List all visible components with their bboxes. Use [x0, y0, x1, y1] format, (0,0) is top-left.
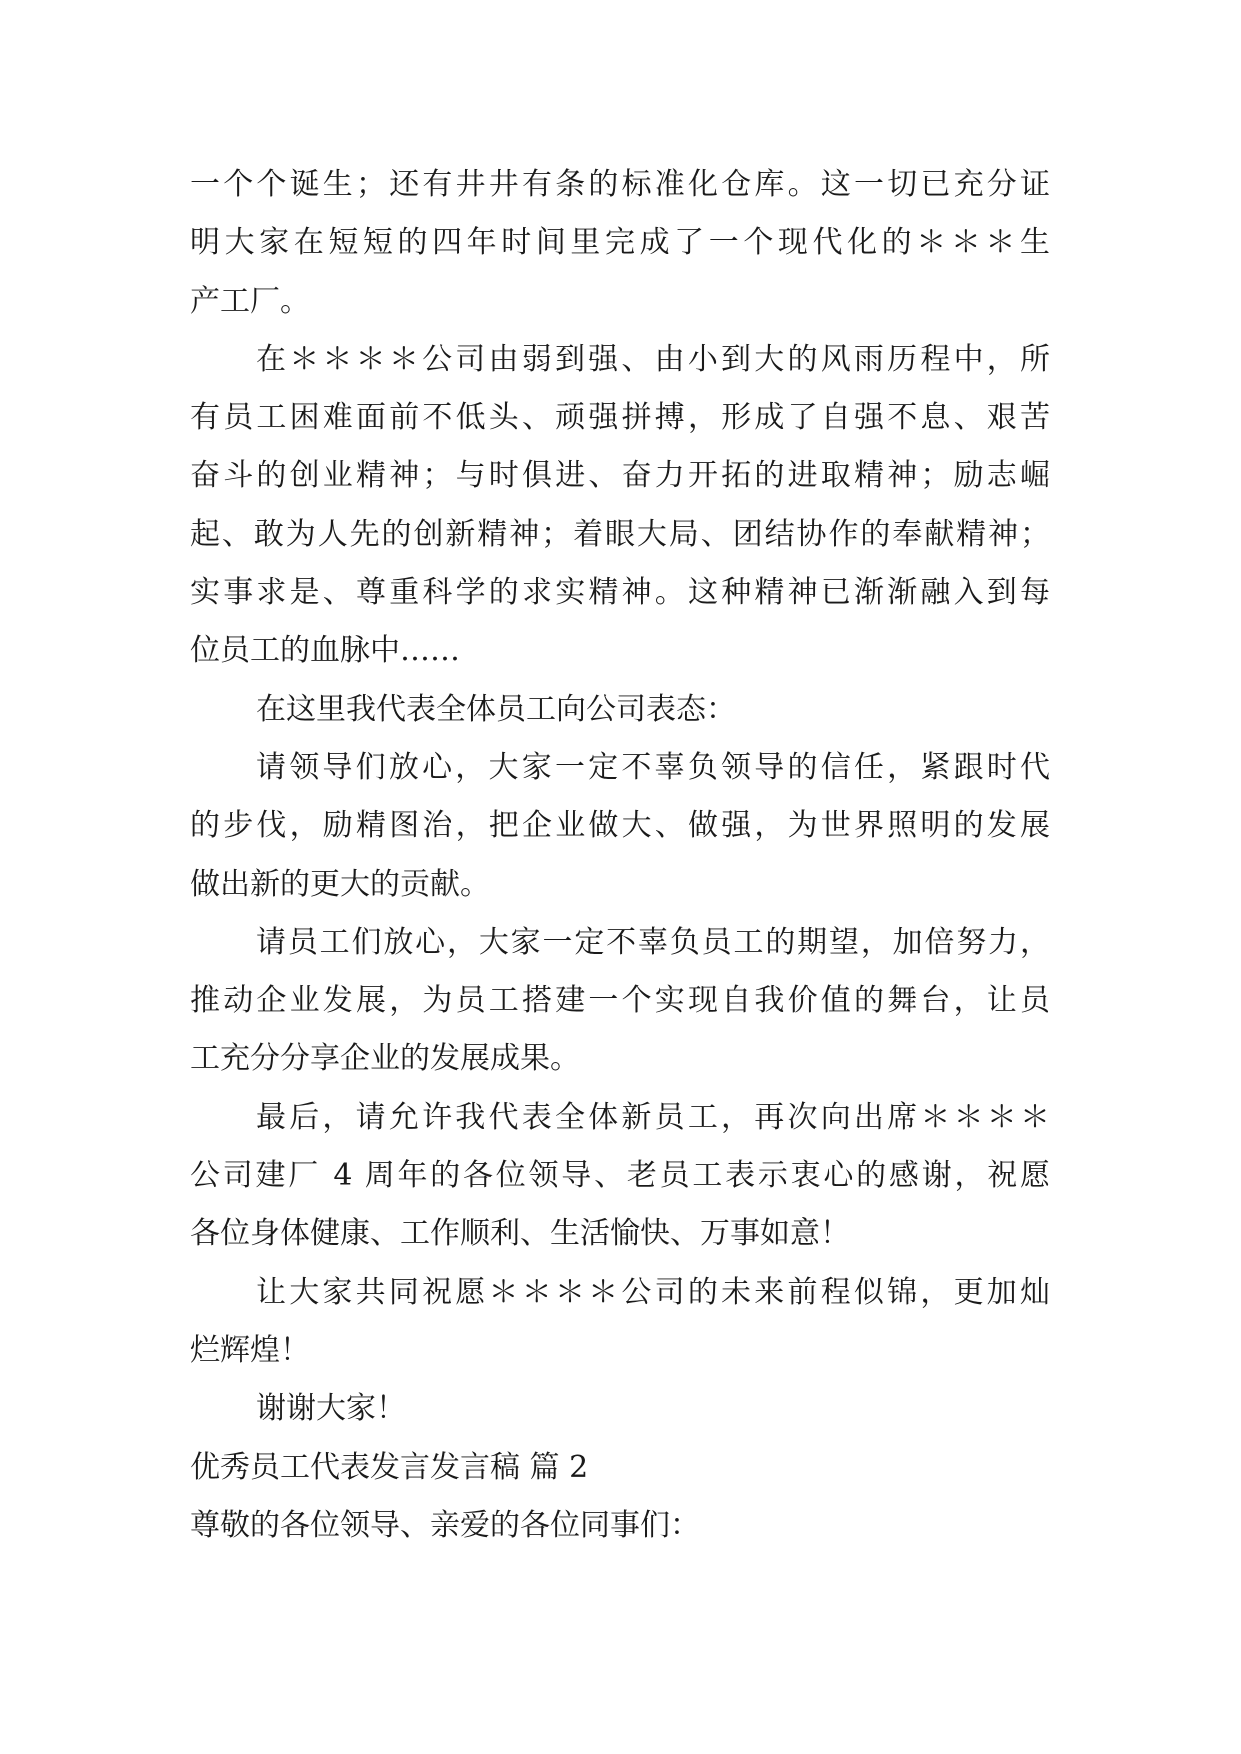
text-line: 奋斗的创业精神；与时俱进、奋力开拓的进取精神；励志崛: [190, 458, 1050, 494]
text-line: 产工厂。: [190, 283, 310, 319]
text-line: 有员工困难面前不低头、顽强拼搏，形成了自强不息、艰苦: [190, 400, 1050, 436]
text-line: 在＊＊＊＊公司由弱到强、由小到大的风雨历程中，所: [256, 341, 1050, 377]
salutation: 尊敬的各位领导、亲爱的各位同事们：: [190, 1507, 700, 1543]
text-line: 推动企业发展，为员工搭建一个实现自我价值的舞台，让员: [190, 983, 1050, 1019]
text-line: 各位身体健康、工作顺利、生活愉快、万事如意！: [190, 1216, 850, 1252]
section-heading: 优秀员工代表发言发言稿 篇 2: [190, 1449, 589, 1485]
text-line: 工充分分享企业的发展成果。: [190, 1041, 580, 1077]
text-line: 请员工们放心，大家一定不辜负员工的期望，加倍努力，: [256, 924, 1050, 960]
text-line: 谢谢大家！: [256, 1391, 406, 1427]
text-line: 实事求是、尊重科学的求实精神。这种精神已渐渐融入到每: [190, 575, 1050, 611]
text-line: 位员工的血脉中……: [190, 633, 460, 669]
text-line: 做出新的更大的贡献。: [190, 866, 490, 902]
text-line: 的步伐，励精图治，把企业做大、做强，为世界照明的发展: [190, 808, 1050, 844]
text-line: 最后，请允许我代表全体新员工，再次向出席＊＊＊＊: [256, 1099, 1050, 1135]
text-line: 让大家共同祝愿＊＊＊＊公司的未来前程似锦，更加灿: [256, 1274, 1050, 1310]
text-line: 请领导们放心，大家一定不辜负领导的信任，紧跟时代: [256, 749, 1050, 785]
text-line: 在这里我代表全体员工向公司表态：: [256, 691, 736, 727]
text-line: 公司建厂 4 周年的各位领导、老员工表示衷心的感谢，祝愿: [190, 1158, 1050, 1194]
text-line: 明大家在短短的四年时间里完成了一个现代化的＊＊＊生: [190, 225, 1050, 261]
text-line: 一个个诞生；还有井井有条的标准化仓库。这一切已充分证: [190, 167, 1050, 202]
text-line: 起、敢为人先的创新精神；着眼大局、团结协作的奉献精神；: [190, 516, 1050, 552]
text-line: 烂辉煌！: [190, 1332, 310, 1368]
document-body: [190, 156, 1050, 1555]
